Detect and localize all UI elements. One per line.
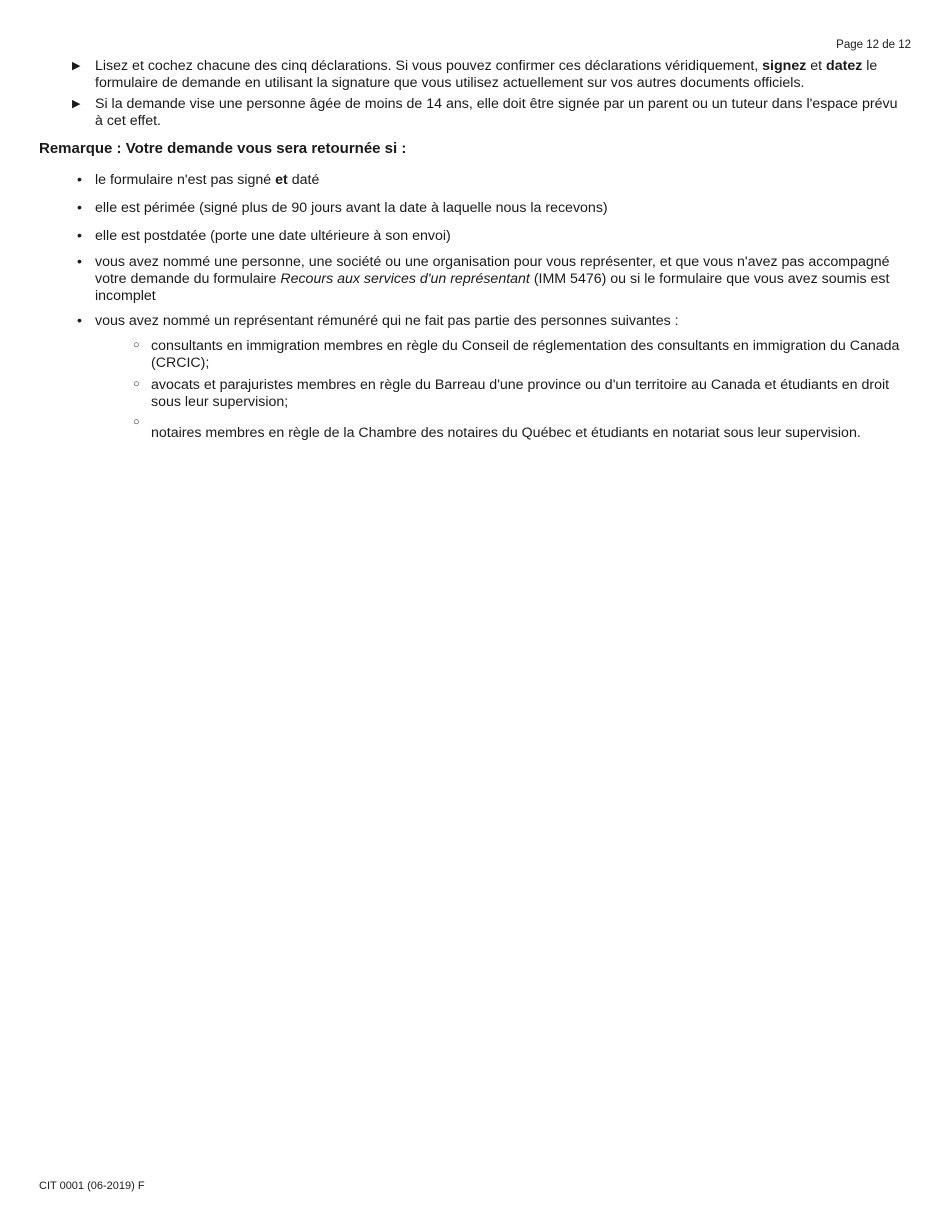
instruction-item-sign [72, 58, 902, 92]
arrow-right-icon: ▶ [72, 98, 81, 110]
instruction-list [72, 58, 902, 134]
bullet-icon: • [77, 254, 82, 270]
list-item-text: vous avez nommé une personne, une société ou une organisation pour vous représenter, et que vous n'avez pas accompagné votre demande du formulaire [95, 254, 890, 287]
list-item [77, 228, 907, 245]
instruction-text: Lisez et cochez chacune des cinq déclarations. Si vous pouvez confirmer ces déclarations véridiquement, [95, 58, 763, 74]
list-item-text: daté [287, 172, 320, 188]
instruction-text: le formulaire de demande en utilisant la signature que vous utilisez actuellement sur vos autres documents officiels. [95, 58, 878, 91]
list-item-text: vous avez nommé un représentant rémunéré qui ne fait pas partie des personnes suivantes : [95, 313, 679, 329]
instruction-text: et [806, 58, 827, 74]
instruction-bold-sign: signez [762, 58, 807, 74]
circle-bullet-icon: ○ [133, 416, 140, 428]
list-item [77, 254, 907, 305]
sub-list-item-text: notaires membres en règle de la Chambre des notaires du Québec et étudiants en notariat sous leur supervision. [151, 425, 861, 441]
bullet-icon: • [77, 313, 82, 329]
bullet-icon: • [77, 200, 82, 216]
remark-heading: Remarque : Votre demande vous sera retournée si : [39, 140, 407, 157]
list-item-text: elle est périmée (signé plus de 90 jours avant la date à laquelle nous la recevons) [95, 200, 608, 216]
list-item [77, 200, 907, 217]
sub-list-item-text: consultants en immigration membres en règle du Conseil de réglementation des consultants en immigration du Canada (CRCIC); [151, 338, 900, 371]
sub-list-item [133, 338, 907, 372]
sub-list [95, 338, 907, 442]
list-item-text: elle est postdatée (porte une date ultérieure à son envoi) [95, 228, 451, 244]
circle-bullet-icon: ○ [133, 378, 140, 390]
instruction-text: Si la demande vise une personne âgée de moins de 14 ans, elle doit être signée par un parent ou un tuteur dans l'espace prévu à cet effet. [95, 96, 898, 129]
bullet-icon: • [77, 172, 82, 188]
form-title-italic: Recours aux services d'un représentant [280, 271, 530, 287]
remark-list [77, 172, 907, 447]
list-item-text: (IMM 5476) ou si le formulaire que vous avez soumis est incomplet [95, 271, 890, 304]
list-item [77, 313, 907, 442]
sub-list-item-text: avocats et parajuristes membres en règle du Barreau d'une province ou d'un territoire au Canada et étudiants en droit sous leur supervision; [151, 377, 890, 410]
instruction-bold-date: datez [826, 58, 863, 74]
instruction-item-minor [72, 96, 902, 130]
circle-bullet-icon: ○ [133, 339, 140, 351]
list-item-text: le formulaire n'est pas signé [95, 172, 276, 188]
form-code: CIT 0001 (06-2019) F [39, 1180, 145, 1192]
list-item [77, 172, 907, 189]
sub-list-item [133, 377, 907, 411]
arrow-right-icon: ▶ [72, 60, 81, 72]
bullet-icon: • [77, 228, 82, 244]
page-number: Page 12 de 12 [836, 39, 911, 51]
list-item-bold: et [275, 172, 288, 188]
sub-list-item [133, 416, 907, 442]
